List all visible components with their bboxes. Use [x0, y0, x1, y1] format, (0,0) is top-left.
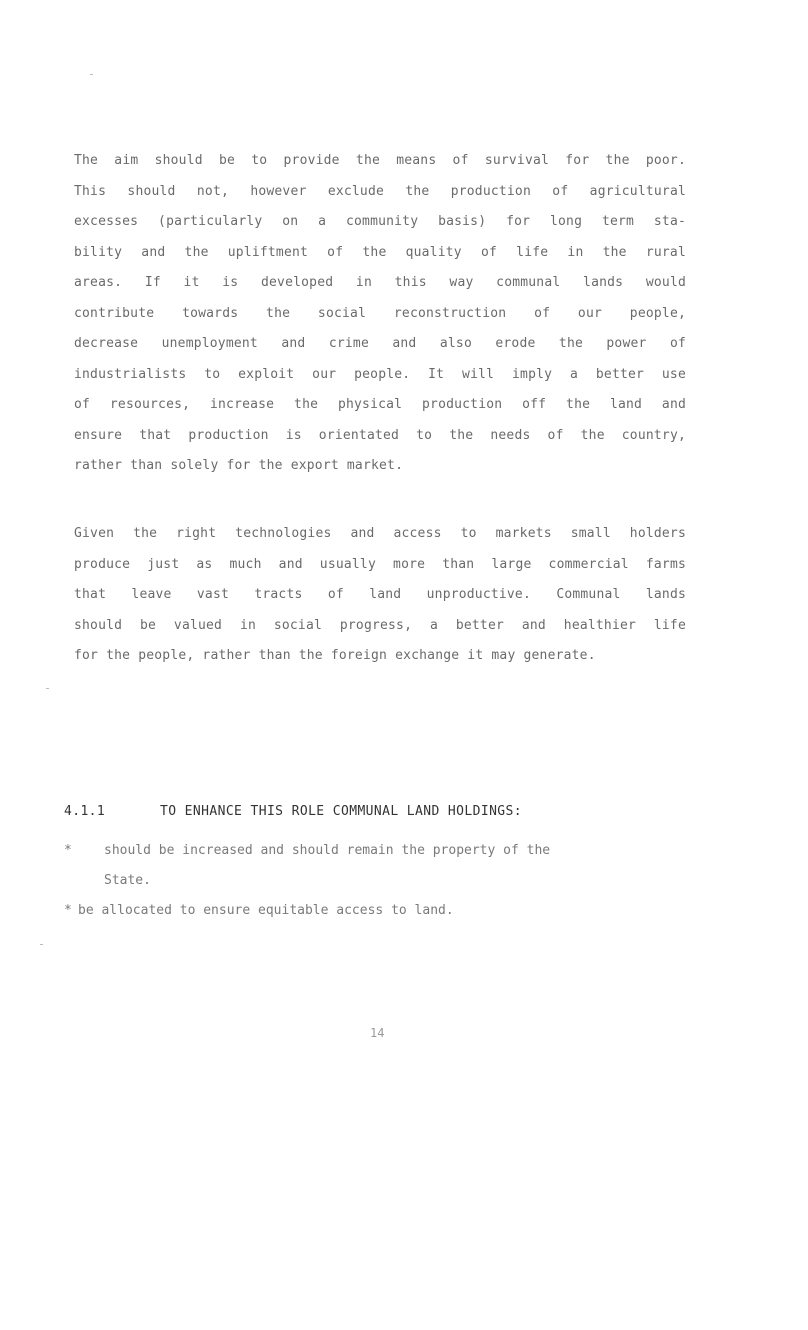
paragraph-line: bility and the upliftment of the quality of life in the rural — [74, 244, 686, 260]
list-item — [64, 836, 686, 896]
paragraph-line: excesses (particularly on a community basis) for long term sta- — [74, 214, 686, 229]
scan-speck — [90, 74, 93, 75]
paragraph-line: that leave vast tracts of land unproductive. Communal lands — [74, 587, 686, 602]
paragraph-line: should be valued in social progress, a better and healthier life — [74, 617, 686, 633]
section-title: TO ENHANCE THIS ROLE COMMUNAL LAND HOLDINGS: — [160, 804, 522, 819]
paragraph-line: This should not, however exclude the production of agricultural — [74, 183, 686, 199]
paragraph-line: The aim should be to provide the means of survival for the poor. — [74, 153, 686, 168]
section-heading — [64, 804, 522, 819]
bullet-marker: * — [64, 843, 72, 858]
bullet-text: should be increased and should remain the property of the — [104, 843, 551, 858]
paragraph-2 — [74, 519, 686, 672]
list-item — [64, 896, 686, 926]
paragraph-line: areas. If it is developed in this way communal lands would — [74, 275, 686, 290]
bullet-text-continuation: State. — [104, 873, 151, 888]
paragraph-line: Given the right technologies and access to markets small holders — [74, 526, 686, 541]
paragraph-line: for the people, rather than the foreign exchange it may generate. — [74, 648, 596, 663]
paragraph-line: industrialists to exploit our people. It will imply a better use — [74, 366, 686, 382]
page-number: 14 — [370, 1026, 385, 1040]
paragraph-line: rather than solely for the export market. — [74, 458, 404, 473]
scan-speck — [40, 944, 43, 945]
paragraph-line: ensure that production is orientated to the needs of the country, — [74, 427, 686, 443]
paragraph-1 — [74, 146, 686, 482]
bullet-text: be allocated to ensure equitable access to land. — [78, 903, 454, 918]
paragraph-line: decrease unemployment and crime and also erode the power of — [74, 336, 686, 351]
paragraph-line: produce just as much and usually more than large commercial farms — [74, 556, 686, 572]
bullet-list — [64, 836, 686, 926]
paragraph-line: of resources, increase the physical production off the land and — [74, 397, 686, 412]
bullet-marker: * — [64, 903, 72, 918]
scan-speck — [46, 688, 49, 689]
paragraph-line: contribute towards the social reconstruction of our people, — [74, 305, 686, 321]
section-number: 4.1.1 — [64, 804, 106, 819]
